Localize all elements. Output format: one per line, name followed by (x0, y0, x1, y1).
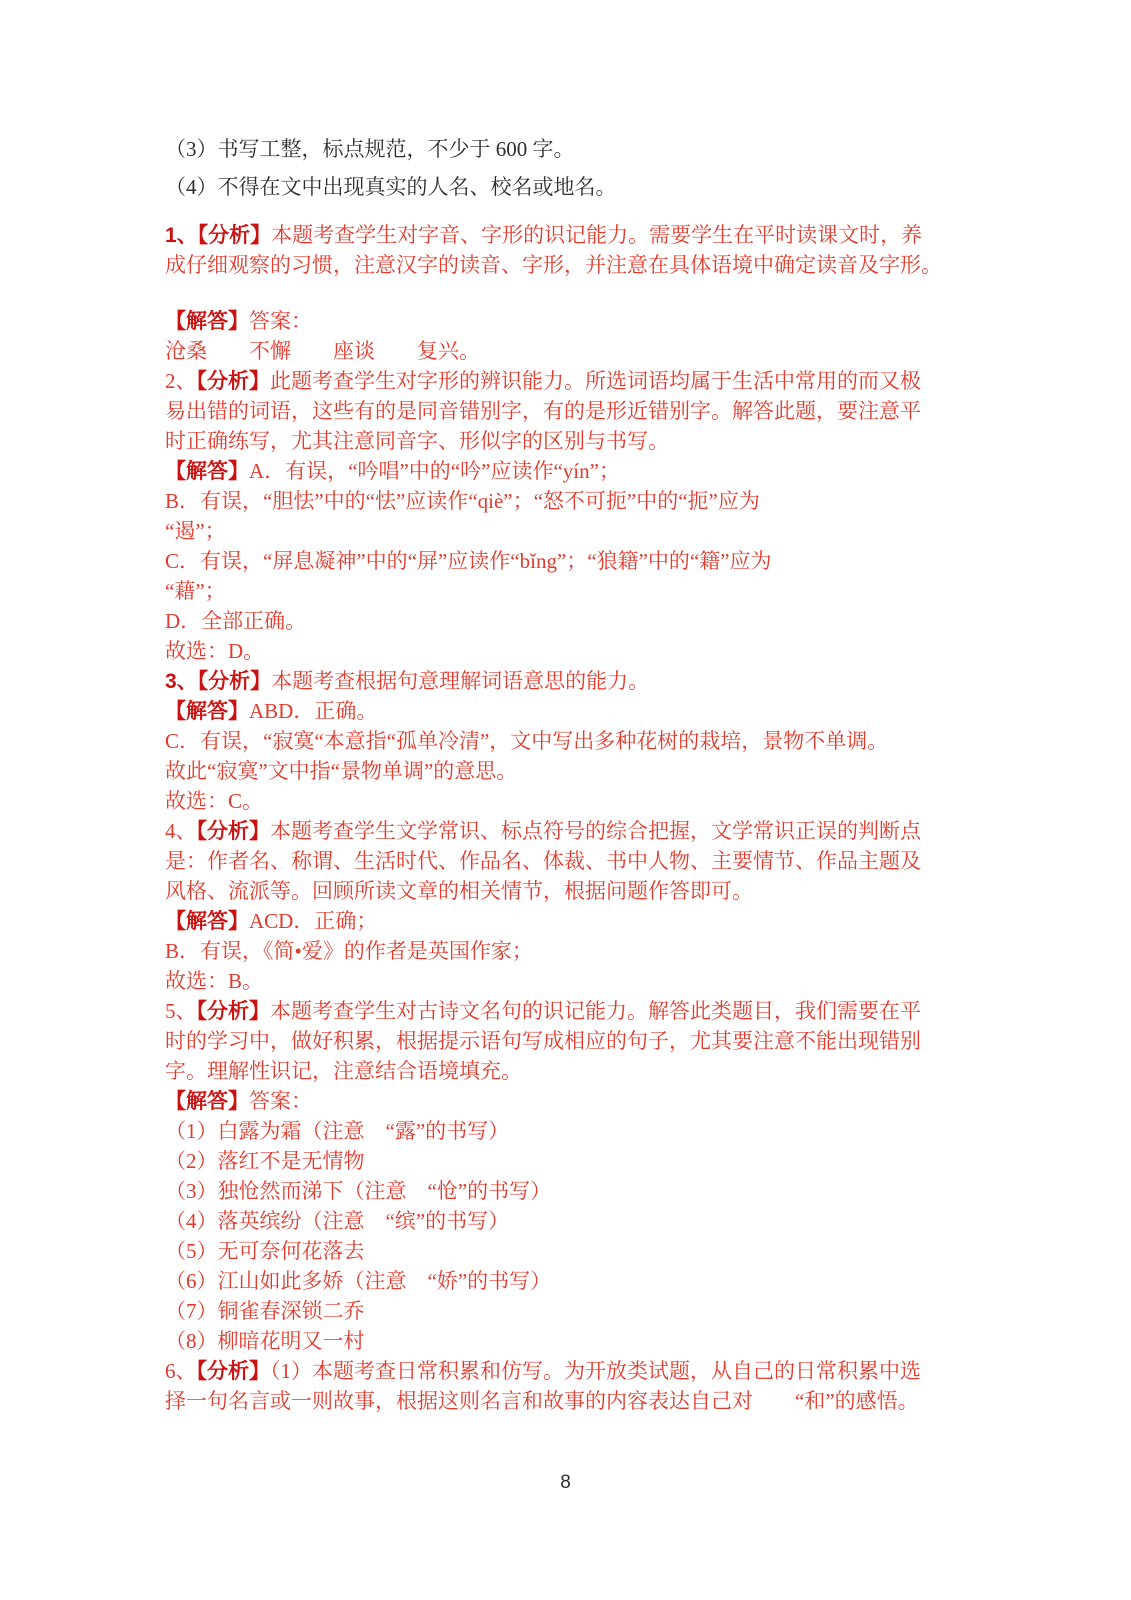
bold-label: 【分析】 (196, 820, 270, 843)
text-line (165, 906, 985, 936)
answer-text (165, 134, 985, 1416)
text-line (165, 1236, 985, 1266)
text-segment: ABD．正确。 (249, 699, 378, 723)
text-line (165, 306, 985, 336)
text-line (165, 786, 985, 816)
text-line (165, 636, 985, 666)
text-segment: 6、 (165, 1359, 197, 1383)
text-line (165, 726, 985, 756)
text-line (165, 576, 985, 606)
text-segment: 是：作者名、称谓、生活时代、作品名、体裁、书中人物、主要情节、作品主题及 (165, 849, 921, 873)
text-line (165, 172, 985, 202)
text-segment: （4）落英缤纷（注意 “缤”的书写） (165, 1209, 510, 1233)
text-segment: （5）无可奈何花落去 (165, 1239, 365, 1263)
text-segment: 答案： (249, 309, 312, 333)
text-segment: 本题考查根据句意理解词语意思的能力。 (271, 669, 650, 693)
text-line (165, 336, 985, 366)
text-line (165, 1296, 985, 1326)
text-line (165, 1146, 985, 1176)
page-number: 8 (560, 1472, 571, 1493)
bold-label: 【分析】 (196, 370, 270, 393)
text-segment: （6）江山如此多娇（注意 “娇”的书写） (165, 1269, 552, 1293)
text-segment: 5、 (165, 999, 197, 1023)
text-segment: 字。理解性识记，注意结合语境填充。 (165, 1059, 522, 1083)
text-segment: 易出错的词语，这些有的是同音错别字，有的是形近错别字。解答此题，要注意平 (165, 399, 921, 423)
bold-label: 【解答】 (165, 1090, 249, 1113)
text-line (165, 366, 985, 396)
text-line (165, 220, 985, 250)
text-line (165, 996, 985, 1026)
text-line (165, 606, 985, 636)
text-segment: 择一句名言或一则故事，根据这则名言和故事的内容表达自己对 “和”的感悟。 (165, 1389, 919, 1413)
text-segment: 此题考查学生对字形的辨识能力。所选词语均属于生活中常用的而又极 (270, 369, 921, 393)
bold-label: 【分析】 (196, 1000, 270, 1023)
text-segment: 沧桑 不懈 座谈 复兴。 (165, 339, 480, 363)
text-line (165, 876, 985, 906)
text-line (165, 134, 985, 164)
text-segment: 2、 (165, 369, 197, 393)
bold-label: 【解答】 (165, 700, 249, 723)
text-line (165, 456, 985, 486)
text-line (165, 756, 985, 786)
text-line (165, 546, 985, 576)
text-segment: 答案： (249, 1089, 312, 1113)
text-line (165, 1386, 985, 1416)
text-segment: D．全部正确。 (165, 609, 307, 633)
text-segment: （1）本题考查日常积累和仿写。为开放类试题，从自己的日常积累中选 (270, 1359, 921, 1383)
text-line (165, 426, 985, 456)
text-line (165, 1086, 985, 1116)
text-segment: 时的学习中，做好积累，根据提示语句写成相应的句子，尤其要注意不能出现错别 (165, 1029, 921, 1053)
text-line (165, 516, 985, 546)
bold-label: 【解答】 (165, 460, 249, 483)
text-line (165, 1056, 985, 1086)
text-segment: 风格、流派等。回顾所读文章的相关情节，根据问题作答即可。 (165, 879, 753, 903)
text-segment: B．有误，《简•爱》的作者是英国作家； (165, 939, 533, 963)
text-segment: 本题考查学生文学常识、标点符号的综合把握，文学常识正误的判断点 (270, 819, 921, 843)
bold-label: 【解答】 (165, 910, 249, 933)
text-segment: C．有误，“寂寞“本意指“孤单冷清”，文中写出多种花树的栽培，景物不单调。 (165, 729, 889, 753)
text-segment: 故此“寂寞”文中指“景物单调”的意思。 (165, 759, 518, 783)
text-line (165, 396, 985, 426)
text-line (165, 696, 985, 726)
text-segment: 本题考查学生对古诗文名句的识记能力。解答此类题目，我们需要在平 (270, 999, 921, 1023)
text-line (165, 1356, 985, 1386)
text-segment: （3）独怆然而涕下（注意 “怆”的书写） (165, 1179, 552, 1203)
text-segment: 故选：C。 (165, 789, 264, 813)
text-segment: 成仔细观察的习惯，注意汉字的读音、字形，并注意在具体语境中确定读音及字形。 (165, 253, 942, 277)
text-segment: 4、 (165, 819, 197, 843)
text-segment: “遏”； (165, 519, 226, 543)
text-segment: C．有误，“屏息凝神”中的“屏”应读作“bǐng”；“狼籍”中的“籍”应为 (165, 549, 772, 573)
text-segment: 本题考查学生对字音、字形的识记能力。需要学生在平时读课文时，养 (271, 223, 923, 247)
text-line (165, 1266, 985, 1296)
text-segment: ACD．正确； (249, 909, 378, 933)
text-line (165, 966, 985, 996)
text-line (165, 1326, 985, 1356)
text-segment: 故选：B。 (165, 969, 264, 993)
text-line (165, 666, 985, 696)
text-segment: “藉”； (165, 579, 226, 603)
text-segment: B．有误，“胆怯”中的“怯”应读作“qiè”；“怒不可扼”中的“扼”应为 (165, 489, 760, 513)
bold-label: 【解答】 (165, 310, 249, 333)
text-segment: A．有误，“吟唱”中的“吟”应读作“yín”； (249, 459, 620, 483)
text-segment: （2）落红不是无情物 (165, 1149, 365, 1173)
text-segment: （3）书写工整，标点规范，不少于 600 字。 (165, 137, 575, 161)
text-line (165, 1026, 985, 1056)
bold-label: 3、【分析】 (165, 670, 272, 693)
text-line (165, 1206, 985, 1236)
text-line (165, 846, 985, 876)
text-line (165, 936, 985, 966)
text-segment: （1）白露为霜（注意 “露”的书写） (165, 1119, 510, 1143)
text-segment: （7）铜雀春深锁二乔 (165, 1299, 365, 1323)
text-line (165, 486, 985, 516)
text-line (165, 816, 985, 846)
text-segment: （8）柳暗花明又一村 (165, 1329, 365, 1353)
bold-label: 【分析】 (196, 1360, 270, 1383)
text-segment: （4）不得在文中出现真实的人名、校名或地名。 (165, 175, 617, 199)
text-line (165, 1176, 985, 1206)
text-line (165, 1116, 985, 1146)
text-segment: 时正确练写，尤其注意同音字、形似字的区别与书写。 (165, 429, 669, 453)
text-line (165, 250, 985, 280)
bold-label: 1、【分析】 (165, 224, 272, 247)
text-segment: 故选：D。 (165, 639, 265, 663)
